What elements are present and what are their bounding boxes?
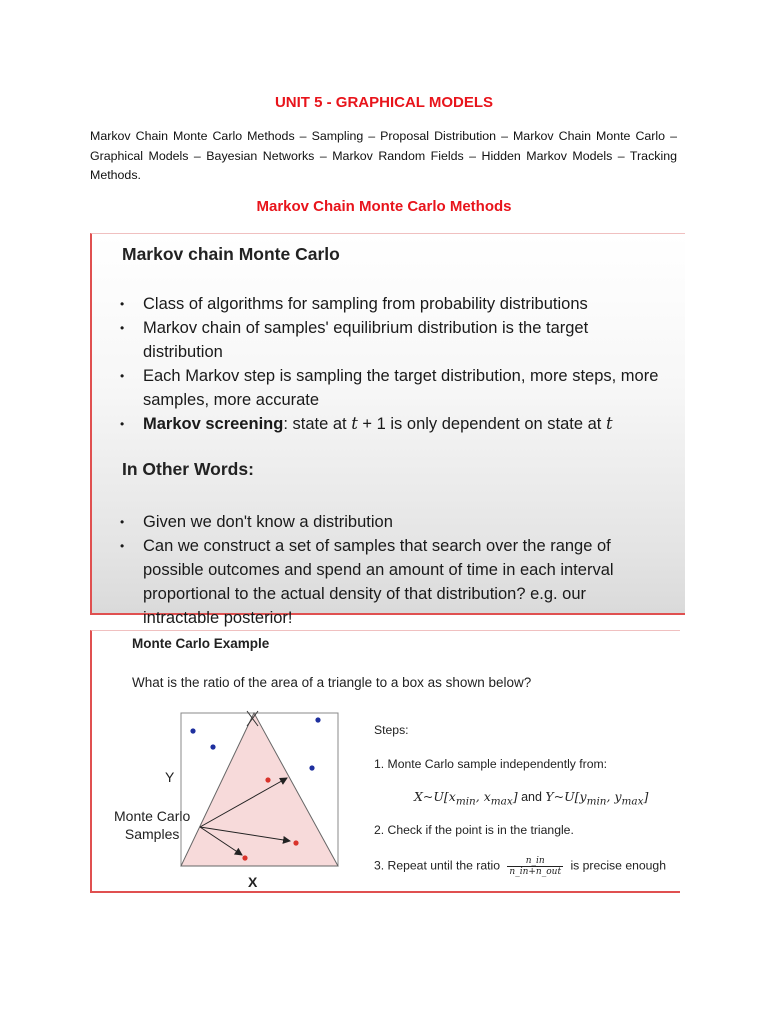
samples-label-line2: Samples [124, 826, 180, 842]
y-axis-label: Y [165, 769, 175, 785]
sample-point-outside [315, 717, 320, 722]
steps-title: Steps: [374, 723, 409, 737]
bullet-text: Given we don't know a distribution [143, 513, 393, 531]
mcmc-slide [90, 233, 685, 627]
bullet-text: Can we construct a set of samples that search over the range of possible outcomes and spend an amount of time in each interval proportional to the actual density of that distribution? e.g. our intractable posterior! [143, 537, 614, 627]
formula-part: ] [512, 789, 518, 804]
bullet-text: Each Markov step is sampling the target distribution, more steps, more samples, more accurate [143, 367, 659, 409]
bullet-list [120, 292, 665, 436]
slide-heading: Markov chain Monte Carlo [122, 244, 340, 264]
screening-text-b: + 1 is only dependent on state at [357, 415, 606, 433]
screening-text-a: : state at [283, 415, 352, 433]
samples-label-line1: Monte Carlo [114, 808, 191, 824]
step-3-text-a: 3. Repeat until the ratio [374, 858, 501, 873]
step-3-text-b: is precise enough [570, 858, 666, 873]
bullet-icon: • [120, 369, 125, 383]
fraction-numerator: n_in [507, 856, 563, 867]
formula-part: ] [643, 789, 649, 804]
section-title: Markov Chain Monte Carlo Methods [256, 198, 512, 215]
list-item [120, 364, 665, 412]
screening-var-a: t [351, 414, 358, 433]
bullet-text: Class of algorithms for sampling from probability distributions [143, 295, 588, 313]
ratio-fraction [507, 856, 563, 877]
list-item [120, 534, 665, 630]
list-item [120, 316, 665, 364]
bullet-text: Markov chain of samples' equilibrium distribution is the target distribution [143, 319, 589, 361]
bullet-icon: • [120, 297, 125, 311]
formula-and: and [517, 790, 546, 804]
monte-carlo-example-slide [90, 630, 680, 893]
bullet-icon: • [120, 539, 125, 553]
x-axis-label: X [248, 874, 258, 890]
formula-part: Y~U[y [545, 789, 587, 804]
sample-point-outside [309, 765, 314, 770]
bullet-list-2 [120, 510, 665, 630]
sample-point-outside [210, 744, 215, 749]
unit-title: UNIT 5 - GRAPHICAL MODELS [274, 94, 494, 111]
sample-point-inside [242, 855, 247, 860]
list-item [120, 510, 665, 534]
list-item [120, 412, 665, 436]
formula-part: , y [606, 789, 622, 804]
step-3 [374, 856, 666, 877]
formula-part: , x [475, 789, 491, 804]
bullet-icon: • [120, 417, 125, 431]
step-2: 2. Check if the point is in the triangle. [374, 823, 574, 837]
bullet-icon: • [120, 515, 125, 529]
samples-label [114, 807, 190, 843]
formula-sub: min [455, 795, 476, 808]
step-1: 1. Monte Carlo sample independently from: [374, 757, 608, 771]
slide-subheading: In Other Words: [122, 459, 254, 479]
sample-point-inside [293, 840, 298, 845]
screening-term: Markov screening [143, 415, 284, 433]
slide-heading: Monte Carlo Example [132, 636, 270, 651]
step-1-formula [414, 789, 648, 808]
formula-sub: max [490, 795, 513, 808]
sample-point-inside [265, 777, 270, 782]
fraction-denominator: n_in+n_out [509, 867, 562, 877]
formula-part: X~U[x [414, 789, 456, 804]
formula-sub: min [586, 795, 607, 808]
screening-var-b: t [605, 414, 613, 433]
formula-sub: max [621, 795, 644, 808]
intro-paragraph: Markov Chain Monte Carlo Methods – Sampling – Proposal Distribution – Markov Chain Monte Carlo – Graphical Models – Bayesian Networks – Markov Random Fields – Hidden Markov Models – Tracking Methods. [90, 129, 677, 182]
bullet-icon: • [120, 321, 125, 335]
sample-point-outside [190, 728, 195, 733]
list-item [120, 292, 665, 316]
slide-question: What is the ratio of the area of a triangle to a box as shown below? [132, 675, 532, 690]
